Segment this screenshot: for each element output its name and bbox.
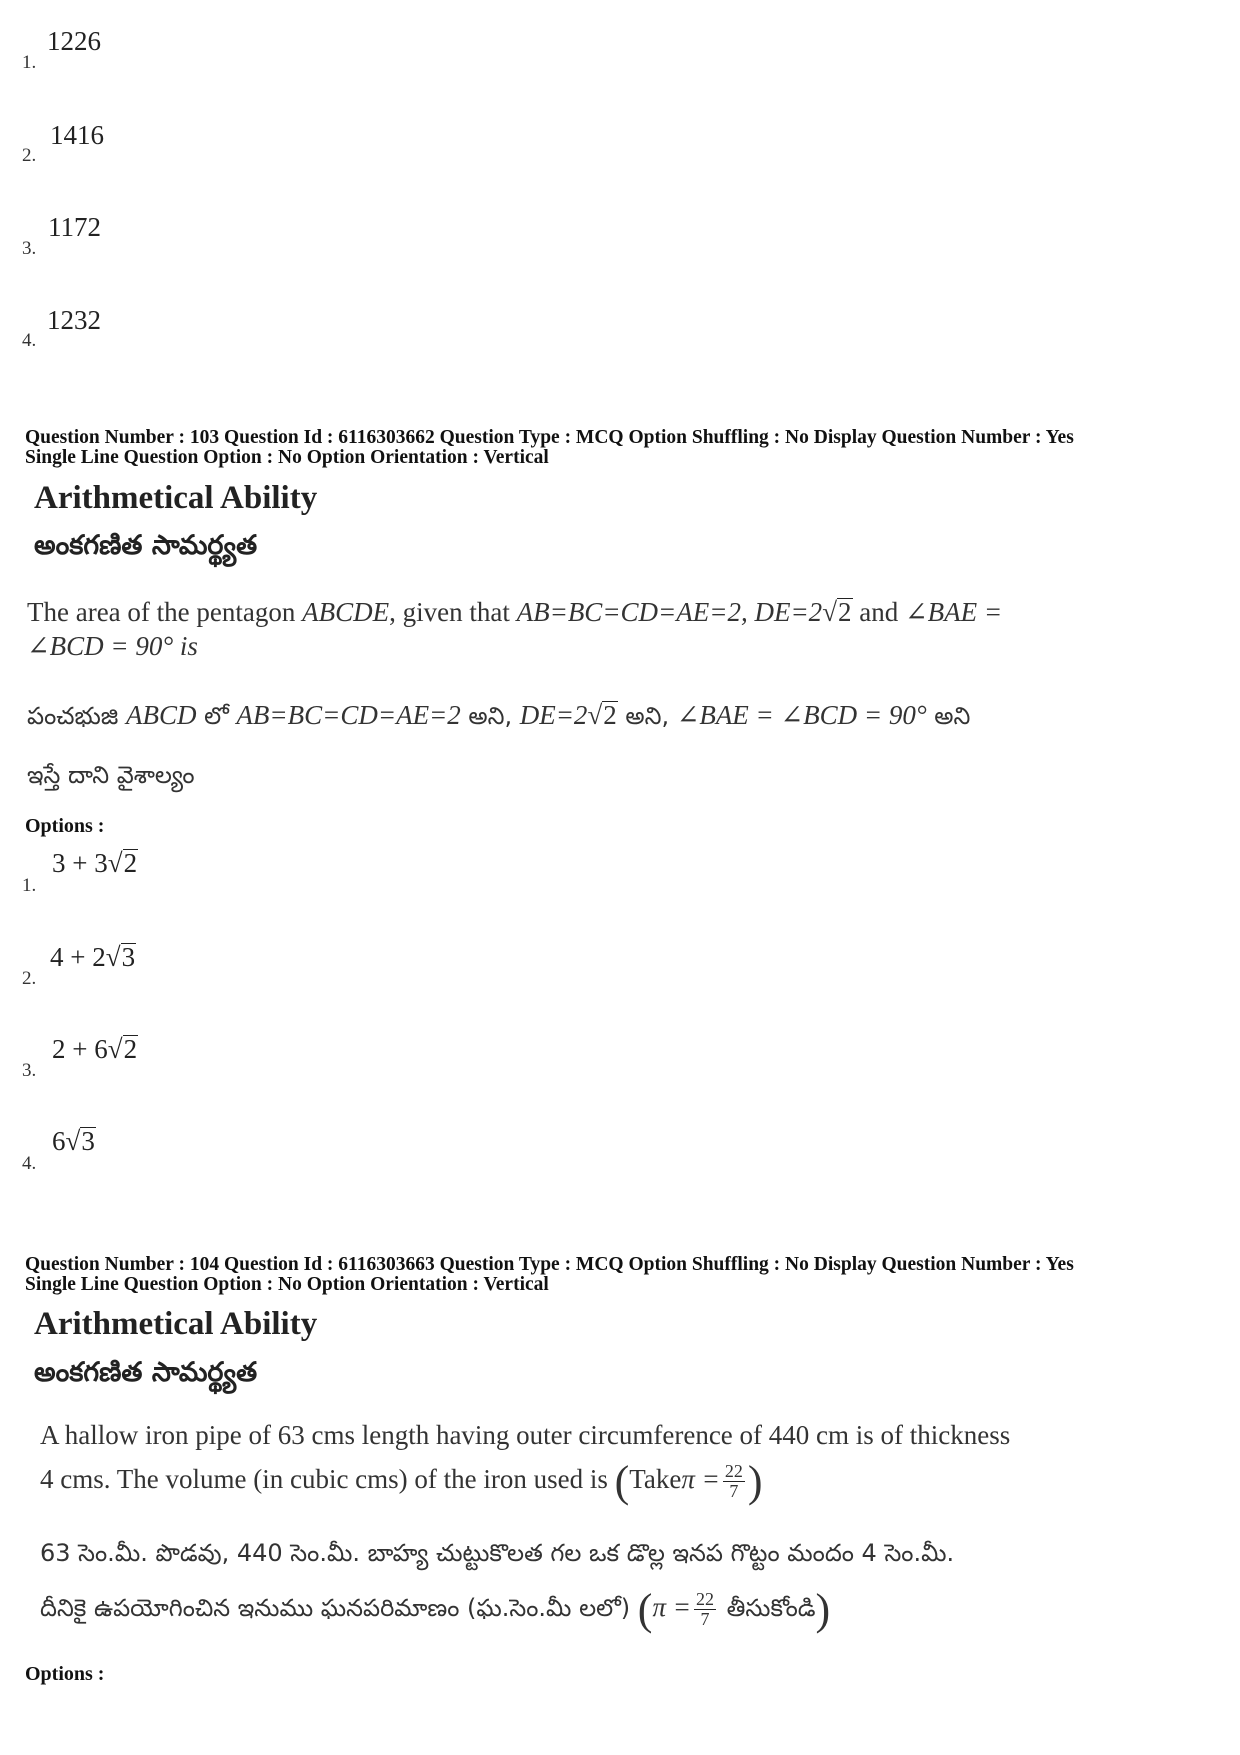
option-value: 4 + 2√3 (50, 942, 136, 972)
options-label: Options : (25, 815, 105, 837)
option-value: 3 + 3√2 (52, 848, 138, 878)
option-value: 1226 (47, 26, 101, 56)
option-number: 2. (22, 968, 37, 989)
option-value: 2 + 6√2 (52, 1034, 138, 1064)
question-meta-line1: Question Number : 104 Question Id : 6116303663 Question Type : MCQ Option Shuffling : No Display Question Number : Yes (25, 1254, 1074, 1275)
question-text-telugu: 63 సెం.మీ. పొడవు, 440 సెం.మీ. బాహ్య చుట్టుకొలత గల ఒక డొల్ల ఇనప గొట్టం మందం 4 సెం.మీ. (40, 1539, 955, 1567)
option-number: 3. (22, 238, 37, 259)
section-title: Arithmetical Ability (34, 480, 318, 516)
option-value: 1232 (47, 305, 101, 335)
section-title-telugu: అంకగణిత సామర్థ్యత (34, 1357, 258, 1388)
option-number: 1. (22, 52, 37, 73)
option-number: 4. (22, 1153, 37, 1174)
options-label: Options : (25, 1663, 105, 1685)
question-text-telugu-line2: ఇస్తే దాని వైశాల్యం (27, 761, 195, 789)
section-title: Arithmetical Ability (34, 1306, 318, 1342)
question-meta-line2: Single Line Question Option : No Option Orientation : Vertical (25, 447, 549, 468)
question-meta-line1: Question Number : 103 Question Id : 6116303662 Question Type : MCQ Option Shuffling : No Display Question Number : Yes (25, 427, 1074, 448)
question-text-english: A hallow iron pipe of 63 cms length having outer circumference of 440 cm is of thickness (40, 1420, 1011, 1450)
question-text-english-line2: 4 cms. The volume (in cubic cms) of the iron used is (Takeπ = $\frac{22}{7}$ ) (40, 1456, 763, 1506)
question-text-english: The area of the pentagon ABCDE, given that AB=BC=CD=AE=2, DE=2√2 and ∠BAE = (27, 597, 1003, 627)
section-title-telugu: అంకగణిత సామర్థ్యత (34, 530, 258, 561)
question-meta-line2: Single Line Question Option : No Option Orientation : Vertical (25, 1274, 549, 1295)
option-number: 3. (22, 1060, 37, 1081)
question-text-telugu-line2: దీనికై ఉపయోగించిన ఇనుము ఘనపరిమాణం (ఘ.సెం.మీ లలో) (π = $\frac{22}{7}$ తీసుకోండి) (40, 1584, 831, 1634)
question-text-telugu: పంచభుజి ABCD లో AB=BC=CD=AE=2 అని, DE=2√2 అని, ∠BAE = ∠BCD = 90° అని (27, 700, 971, 730)
question-text-english-line2: ∠BCD = 90° is (27, 631, 198, 661)
option-value: 1172 (48, 212, 101, 242)
option-number: 1. (22, 875, 37, 896)
option-number: 2. (22, 145, 37, 166)
option-number: 4. (22, 330, 37, 351)
option-value: 6√3 (52, 1126, 95, 1156)
option-value: 1416 (50, 120, 104, 150)
